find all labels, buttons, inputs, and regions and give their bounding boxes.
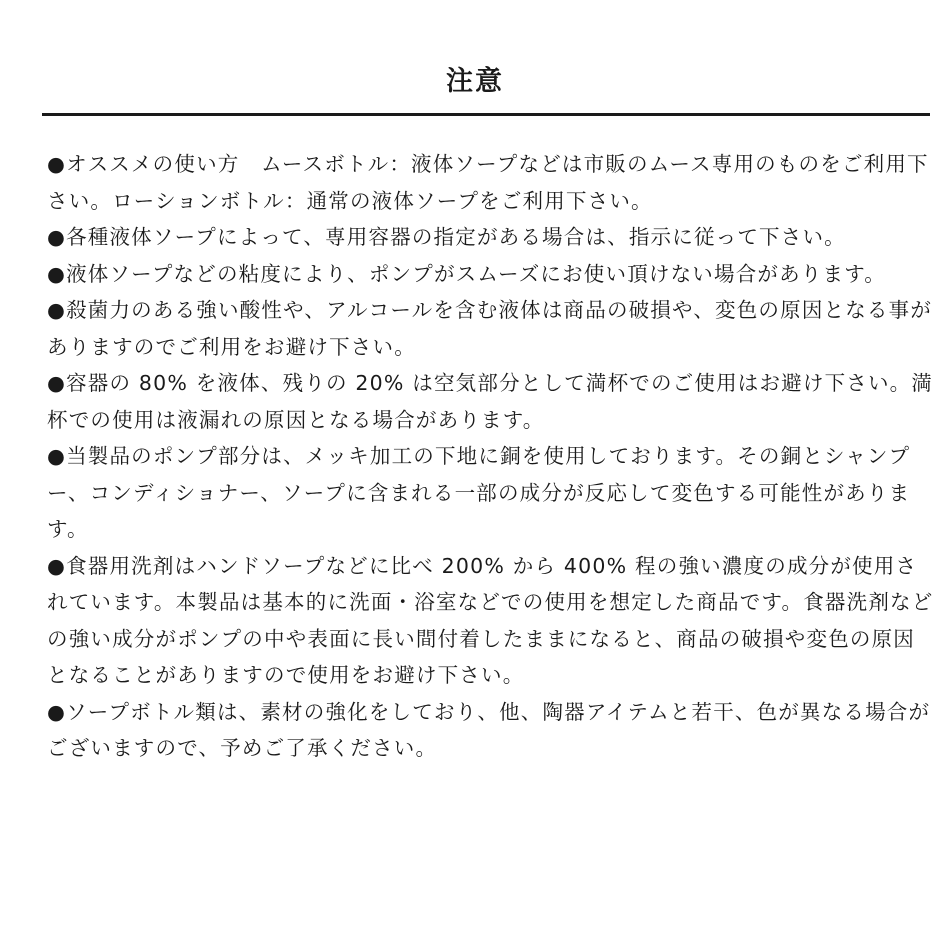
title-divider	[42, 113, 930, 116]
notice-item-acid-alcohol: ●殺菌力のある強い酸性や、アルコールを含む液体は商品の破損や、変色の原因となる事がありますのでご利用をお避け下さい。	[47, 298, 933, 359]
notice-item-color-difference: ●ソープボトル類は、素材の強化をしており、他、陶器アイテムと若干、色が異なる場合がございますので、予めご了承ください。	[47, 699, 931, 760]
notice-item-container-spec: ●各種液体ソープによって、専用容器の指定がある場合は、指示に従って下さい。	[47, 225, 846, 249]
notice-item-fill-level: ●容器の 80% を液体、残りの 20% は空気部分として満杯でのご使用はお避け下さい。満杯での使用は液漏れの原因となる場合があります。	[47, 371, 934, 432]
notice-item-dish-detergent: ●食器用洗剤はハンドソープなどに比べ 200% から 400% 程の強い濃度の成分が使用されています。本製品は基本的に洗面・浴室などでの使用を想定した商品です。食器洗剤などの強い成分がポンプの中や表面に長い間付着したままになると、商品の破損や変色の原因となることがありますので使用をお避け下さい。	[47, 553, 934, 687]
notice-item-copper-plating: ●当製品のポンプ部分は、メッキ加工の下地に銅を使用しております。その銅とシャンプー、コンディショナー、ソープに含まれる一部の成分が反応して変色する可能性があります。	[47, 444, 911, 541]
page-title: 注意	[446, 66, 504, 98]
notice-item-usage: ●オススメの使い方 ムースボトル：液体ソープなどは市販のムース専用のものをご利用下さい。ローションボトル：通常の液体ソープをご利用下さい。	[47, 152, 929, 213]
notice-item-viscosity: ●液体ソープなどの粘度により、ポンプがスムーズにお使い頂けない場合があります。	[47, 261, 886, 286]
notice-list	[47, 146, 935, 767]
